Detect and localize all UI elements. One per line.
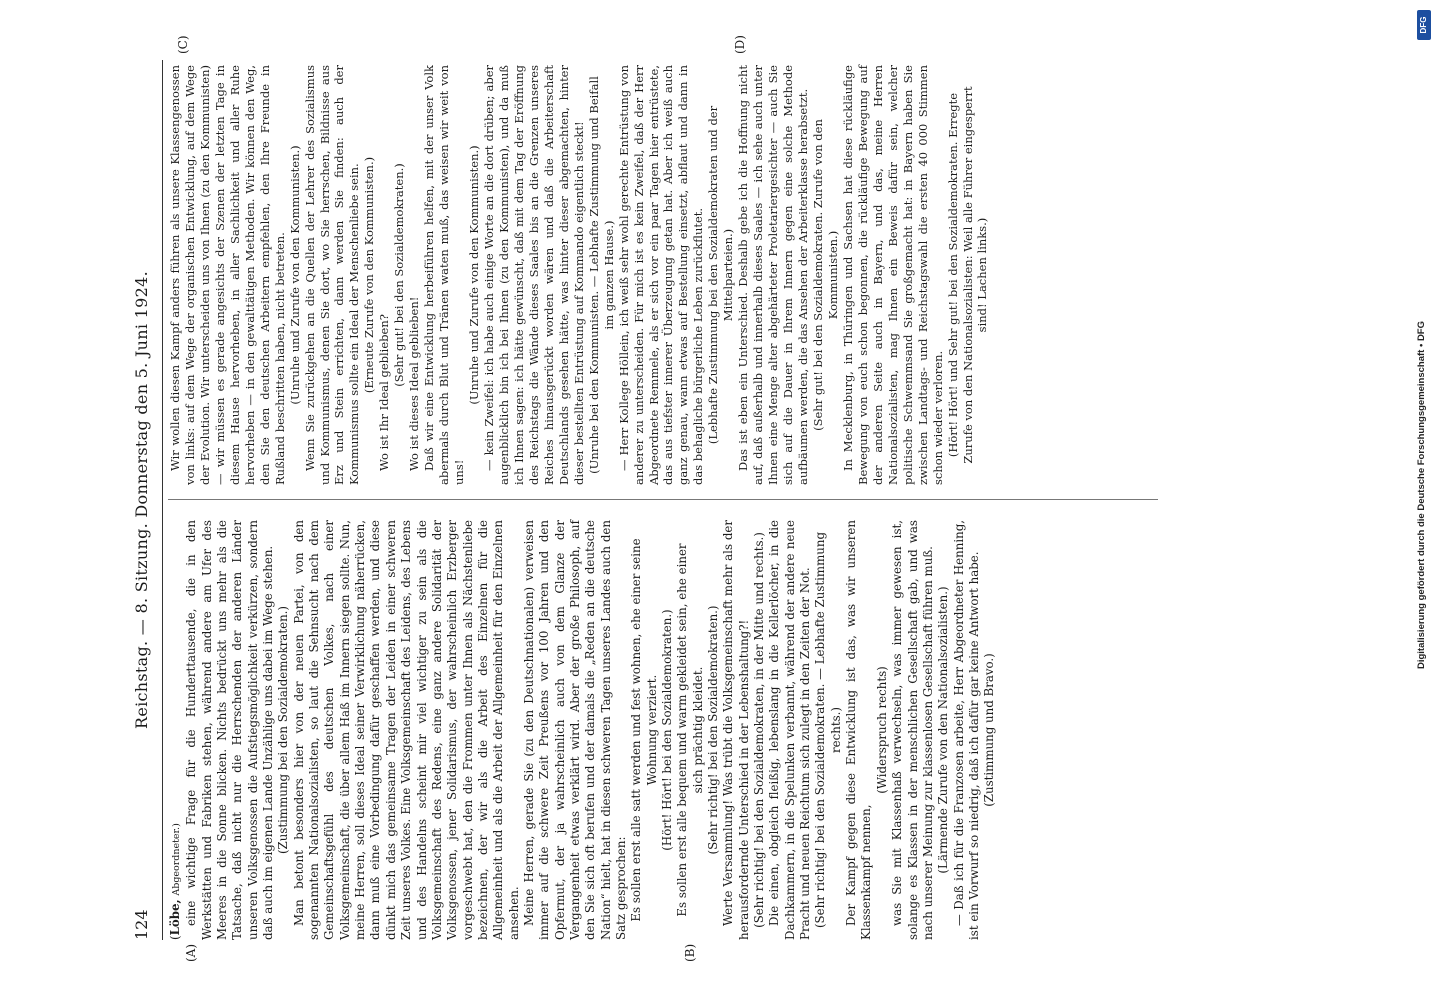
margin-marker-b: (B) [683,943,697,962]
column-divider [168,499,1158,500]
interjection: (Widerspruch rechts) [874,666,889,794]
interjection: (Unruhe bei den Kommunisten. — Lebhafte Zustimmung und Beifall im ganzen Hause.) [586,76,616,474]
paragraph: eine wichtige Frage für die Hunderttausende, die in den Werkstätten und Fabriken stehen, während andere am Ufer des Meeres in die Sonne blicken. Nichts bedrückt uns mehr als die Tatsache, daß nicht nur die Herrschenden der anderen Länder unseren Volksgenossen die Aufstiegsmöglichkeit verkürzen, sondern daß auch im eigenen Lande Unzählige uns dabei im Wege stehen. [184,520,276,940]
paragraph: Werte Versammlung! Was trübt die Volksgemeinschaft mehr als der herausfordernde Unterschied in der Lebenshaltung?! [721,520,751,940]
paragraph: Meine Herren, gerade Sie (zu den Deutschnationalen) verweisen immer auf die schwere Zeit Preußens vor 100 Jahren und den Opfermut, der ja wahrscheinlich auch von dem Glanze der Vergangenheit etwas verklärt wird. Aber der große Philosoph, auf den Sie sich oft berufen und der damals die „Reden an die deutsche Nation“ hielt, hat in diesen schweren Tagen unseres Landes auch den Satz gesprochen: [521,520,628,940]
paragraph: — Daß ich für die Franzosen arbeite, Herr Abgeordneter Henning, ist ein Vorwurf so niedrig, daß ich dafür gar keine Antwort habe. [951,520,981,940]
digitization-credit-text: Digitalisierung gefördert durch die Deutsche Forschungsgemeinschaft • DFG [1416,320,1427,670]
paragraph: was Sie mit Klassenhaß verwechseln, was immer gewesen ist, solange es Klassen in der menschlichen Gesellschaft gab, und was nach unserer Meinung zur klassenlosen Gesellschaft führen muß. [890,520,935,940]
left-text-column [168,520,998,940]
margin-marker-c: (C) [176,35,190,54]
paragraph: — Herr Kollege Höllein, ich weiß sehr wohl gerechte Entrüstung von anderer zu unterscheiden. Für mich ist es kein Zweifel, daß der Herr Abgeordnete Remmele, als er sich vor ein paar Tagen hier entrüstete, das aus tiefster innerer Überzeugung getan hat. Aber ich weiß auch ganz genau, wann etwas auf Bestellung einsetzt, abflaut und dann in das behagliche bürgerliche Leben zurückflutet. [616,65,706,485]
interjection: (Sehr gut! bei den Sozialdemokraten. Zurufe von den Kommunisten.) [810,119,840,431]
interjection: (Lebhafte Zustimmung bei den Sozialdemokraten und der Mittelparteien.) [706,105,736,445]
paragraph: Wir wollen diesen Kampf anders führen als unsere Klassengenossen von links: auf dem Wege der organischen Entwicklung, auf dem Wege der Evolution. Wir unterscheiden uns von Ihnen (zu den Kommunisten) — wir müssen es gerade angesichts der Szenen der letzten Tage in diesem Hause hervorheben, in aller Sachlichkeit und aller Ruhe hervorheben — in den gewalttätigen Methoden. Wir können den Weg, den Sie den deutschen Arbeitern empfehlen, den Ihre Freunde in Rußland beschritten haben, nicht betreten. [168,65,287,485]
paragraph: In Mecklenburg, in Thüringen und Sachsen hat diese rückläufige Bewegung von euch schon begonnen, die rückläufige Bewegung auf der anderen Seite auch in Bayern, und das, meine Herren Nationalsozialisten, mag Ihnen ein Beweis dafür sein, welcher politische Schwemmsand Sie großgemacht hat: in Bayern haben Sie zwischen Landtags- und Reichstagswahl die ersten 40 000 Stimmen schon wieder verloren. [840,65,945,485]
interjection: (Unruhe und Zurufe von den Kommunisten.) [287,145,302,405]
rotated-document-page [128,35,1338,962]
paragraph: Wo ist dieses Ideal geblieben! [407,296,422,471]
paragraph: Wo ist Ihr Ideal geblieben? [377,314,392,471]
interjection: (Erneute Zurufe von den Kommunisten.) [362,156,377,394]
right-column-body [168,65,990,485]
interjection: (Sehr richtig! bei den Sozialdemokraten, in der Mitte und rechts.) [752,532,767,928]
dfg-logo [1417,10,1431,40]
speaker-line: (Löbe, Abgeordneter.) [168,823,182,940]
left-column-body [184,520,997,940]
paragraph: Man betont besonders hier von der neuen Partei, von den sogenannten Nationalsozialisten, so laut die Sehnsucht nach dem Gemeinschaftsgefühl des deutschen Volkes, nach einer Volksgemeinschaft, die über allem Haß im Innern siegen sollte. Nun, meine Herren, soll dieses Ideal seiner Verwirklichung näherrücken, dann muß eine Vorbedingung dafür geschaffen werden, und diese dünkt mich das gemeinsame Tragen der Leiden in einer schweren Zeit unseres Volkes. Eine Volksgemeinschaft des Leidens, des Lebens und des Handelns scheint mir viel wichtiger zu sein als die Volksgemeinschaft des Redens, eine ganz andere Solidarität der Volksgenossen, jener Solidarismus, der wahrscheinlich Erzberger vorgeschwebt hat, den die Frommen unter Ihnen als Nächstenliebe bezeichnen, der wir als die Arbeit des Einzelnen für die Allgemeinheit und als die Arbeit der Allgemeinheit für den Einzelnen ansehen. [291,520,521,940]
interjection: Es sollen erst alle bequem und warm gekleidet sein, ehe einer sich prächtig kleidet. [675,543,705,917]
page-header [128,60,158,940]
paragraph: Das ist eben ein Unterschied. Deshalb gebe ich die Hoffnung nicht auf, daß außerhalb und innerhalb dieses Saales — ich sehe auch unter Ihnen eine Menge alter abgehärteter Proletariergesichter — auch Sie sich auf die Dauer in Ihrem Innern gegen eine solche Methode aufbäumen werden, die das Ansehen der Arbeiterklasse herabsetzt. [736,65,811,485]
paragraph: Wenn Sie zurückgehen an die Quellen der Lehrer des Sozialismus und Kommunismus, denen Sie dort, wo Sie herrschen, Bildnisse aus Erz und Stein errichten, dann werden Sie finden: auch der Kommunismus sollte ein Ideal der Menschenliebe sein. [302,65,362,485]
margin-marker-a: (A) [184,943,198,962]
interjection: (Hört! Hört! bei den Sozialdemokraten.) [660,609,674,851]
page-running-title: Reichstag. — 8. Sitzung. Donnerstag den 5. Juni 1924. [132,271,151,729]
right-text-column [168,65,990,485]
margin-marker-d: (D) [733,35,747,54]
header-rule [162,60,163,940]
interjection: (Sehr richtig! bei den Sozialdemokraten. — Lebhafte Zustimmung rechts.) [813,531,843,929]
speaker-role: Abgeordneter.) [171,823,182,896]
page-number: 124 [132,909,151,940]
interjection: Es sollen erst alle satt werden und fest wohnen, ehe einer seine Wohnung verziert. [629,538,659,922]
paragraph: — kein Zweifel: ich habe auch einige Worte an die dort drüben; aber augenblicklich bin ich bei Ihnen (zu den Kommunisten), und da muß ich Ihnen sagen: ich hätte gewünscht, daß mit dem Tag der Eröffnung des Reichstags die Wände dieses Saales bis an die Grenzen unseres Reiches hinausgerückt worden wären und daß die Arbeiterschaft Deutschlands gesehen hätte, was hinter dieser abgemachten, hinter dieser bestellten Entrüstung auf Kommando eigentlich steckt! [482,65,586,485]
interjection: (Sehr richtig! bei den Sozialdemokraten.) [706,605,721,855]
interjection: (Unruhe und Zurufe von den Kommunisten.) [467,145,482,405]
interjection: (Hört! Hört! und Sehr gut! bei den Sozialdemokraten. Erregte Zurufe von den Nationalsozialisten: Weil alle Führer eingesperrt sind! Lachen links.) [945,86,990,464]
paragraph: Daß wir eine Entwicklung herbeiführen helfen, mit der unser Volk abermals durch Blut und Tränen waten muß, das weisen wir weit von uns! [422,65,467,485]
dfg-logo-text: DFG [1419,16,1428,34]
interjection: (Zustimmung und Bravo.) [982,653,997,807]
paragraph: Der Kampf gegen diese Entwicklung ist das, was wir unseren Klassenkampf nennen, [844,520,874,940]
interjection: (Lärmende Zurufe von den Nationalsozialisten.) [936,586,951,874]
interjection: (Sehr gut! bei den Sozialdemokraten.) [392,163,407,387]
speaker-name: Löbe, [168,899,182,936]
digitization-credit [1413,140,1431,850]
interjection: (Zustimmung bei den Sozialdemokraten.) [276,605,291,855]
paragraph: Die einen, obgleich fleißig, lebenslang in die Kellerlöcher, in die Dachkammern, in die Spelunken verbannt, während der andere neue Pracht und neuen Reichtum sich zulegt in den Zeiten der Not. [767,520,813,940]
